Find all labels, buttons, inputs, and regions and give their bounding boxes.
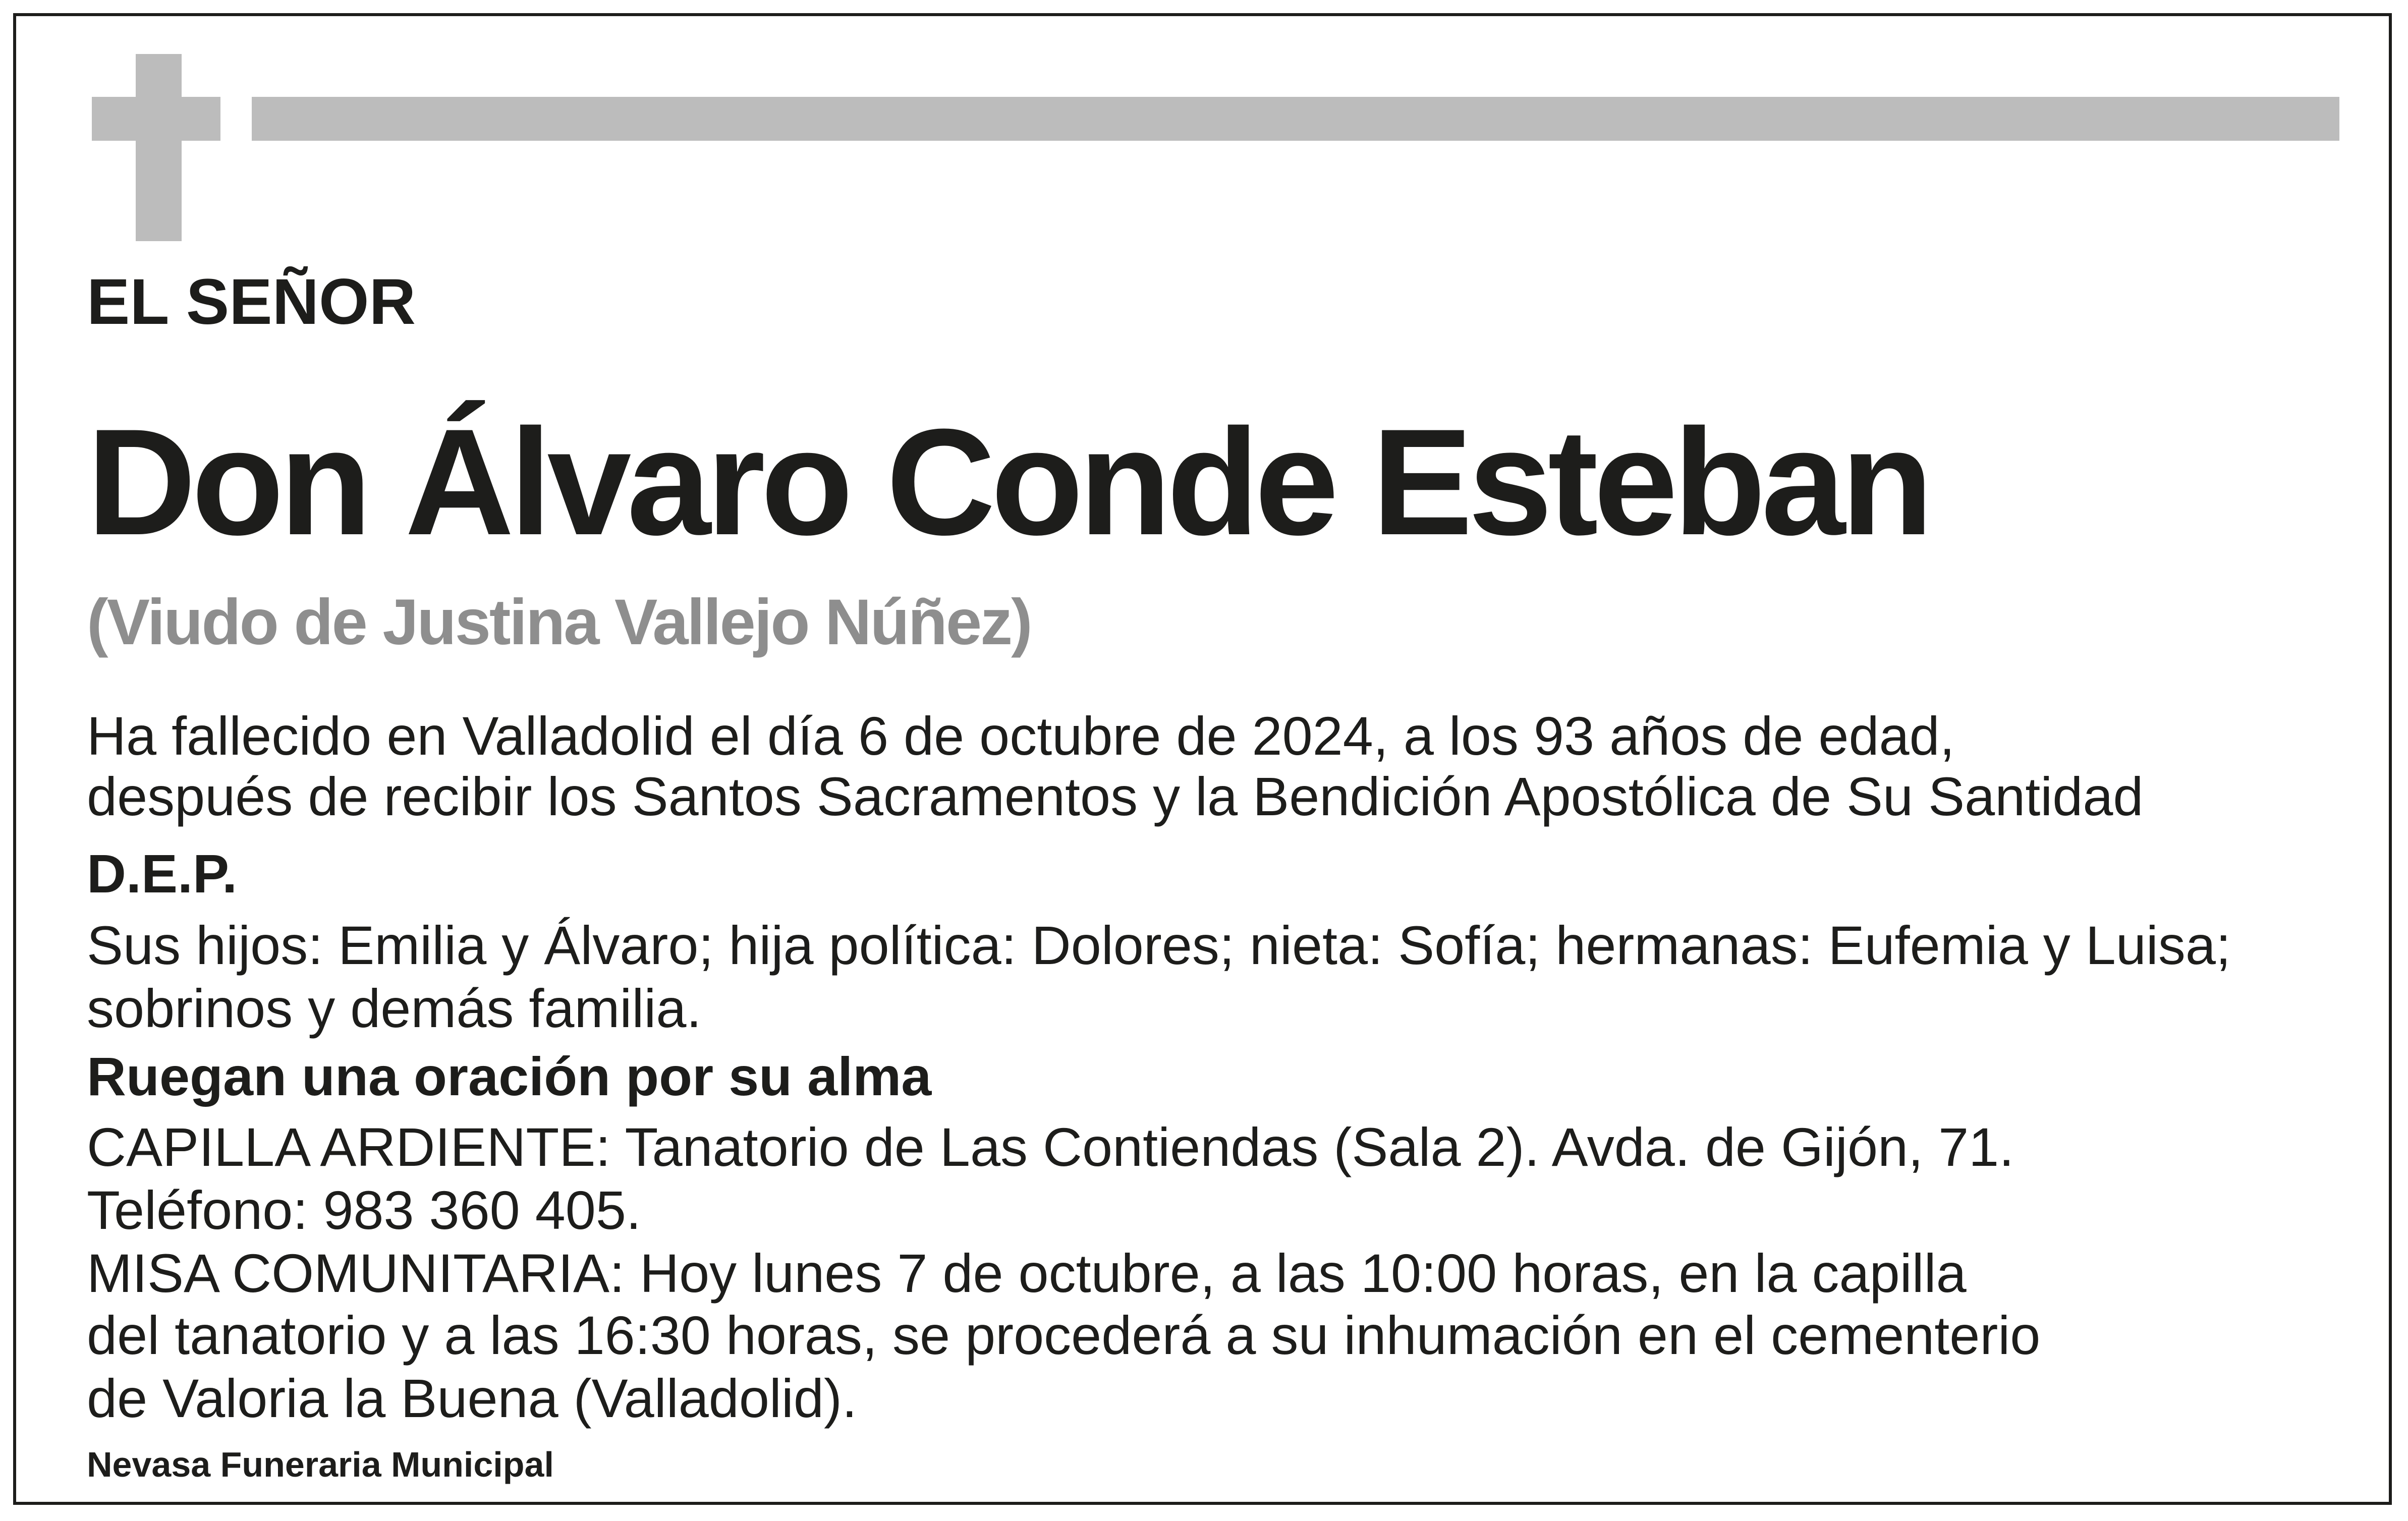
cross-icon-vertical-bar <box>136 54 182 241</box>
mass-line: de Valoria la Buena (Valladolid). <box>87 1368 857 1429</box>
chapel-line: CAPILLA ARDIENTE: Tanatorio de Las Contiendas (Sala 2). Avda. de Gijón, 71. <box>87 1116 2014 1177</box>
family-line: Sus hijos: Emilia y Álvaro; hija política: Dolores; nieta: Sofía; hermanas: Eufemia y Luisa; <box>87 915 2231 976</box>
header-rule <box>252 97 2339 141</box>
family-line: sobrinos y demás familia. <box>87 978 702 1039</box>
funeral-home-credit: Nevasa Funeraria Municipal <box>87 1445 554 1484</box>
mass-line: MISA COMUNITARIA: Hoy lunes 7 de octubre, a las 10:00 horas, en la capilla <box>87 1243 1967 1304</box>
prayer-line: Ruegan una oración por su alma <box>87 1046 932 1107</box>
honorific-prefix: EL SEÑOR <box>87 266 416 338</box>
cross-icon-horizontal-bar <box>92 97 220 141</box>
mass-line: del tanatorio y a las 16:30 horas, se procederá a su inhumación en el cementerio <box>87 1305 2041 1366</box>
rip-line: D.E.P. <box>87 843 238 904</box>
death-line: después de recibir los Santos Sacramentos y la Bendición Apostólica de Su Santidad <box>87 766 2144 827</box>
chapel-line: Teléfono: 983 360 405. <box>87 1179 641 1241</box>
deceased-name: Don Álvaro Conde Esteban <box>87 397 1929 567</box>
death-line: Ha fallecido en Valladolid el día 6 de octubre de 2024, a los 93 años de edad, <box>87 705 1955 766</box>
widower-note: (Viudo de Justina Vallejo Núñez) <box>87 586 1031 658</box>
